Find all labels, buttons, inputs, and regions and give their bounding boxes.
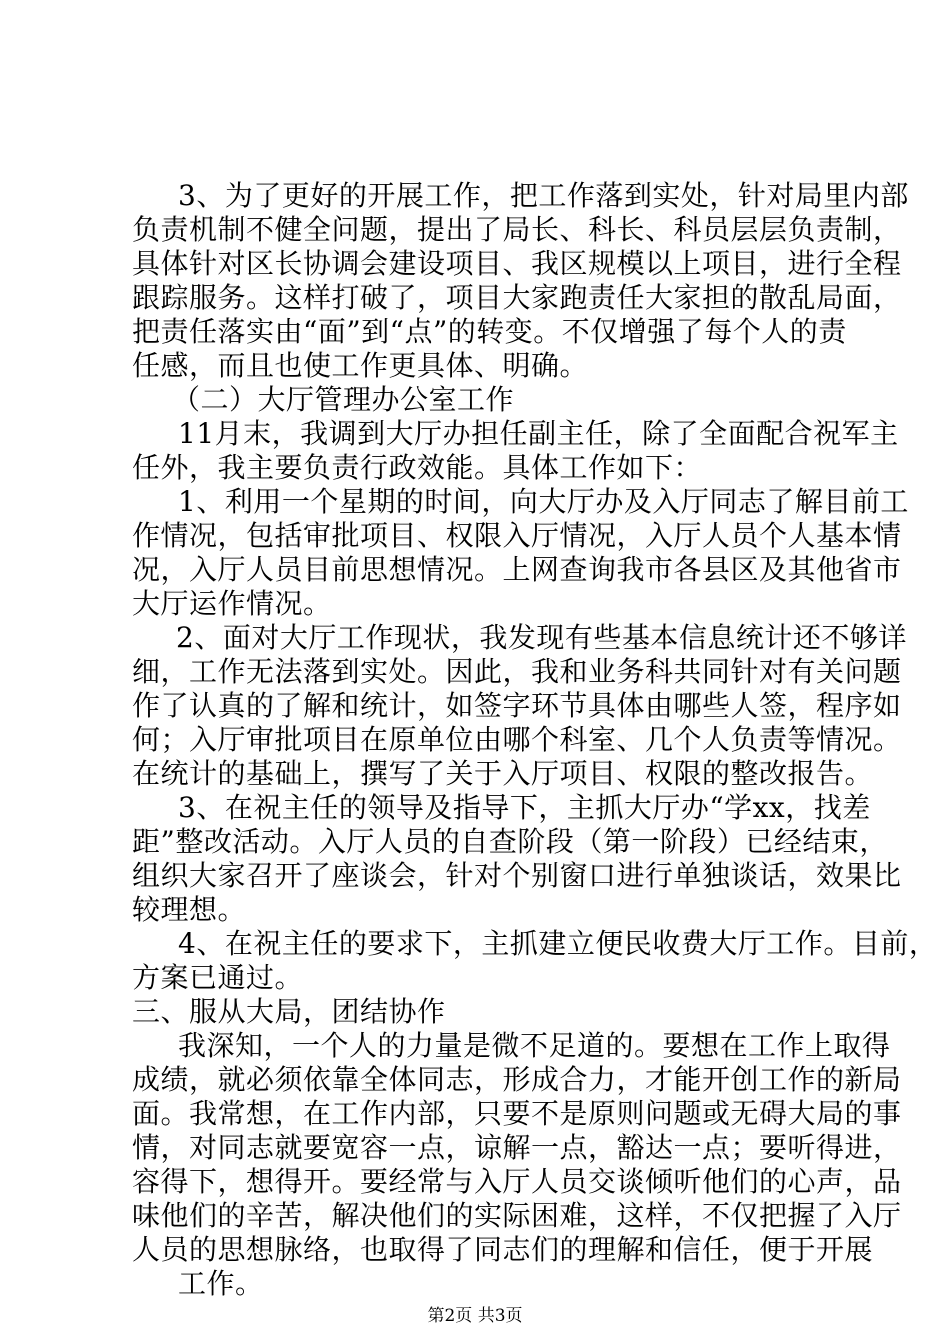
text-line: 1、利用一个星期的时间，向大厅办及入厅同志了解目前工 xyxy=(178,485,909,518)
text-line: 细，工作无法落到实处。因此，我和业务科共同针对有关问题 xyxy=(132,655,902,688)
text-line: 情，对同志就要宽容一点，谅解一点，豁达一点；要听得进， xyxy=(132,1131,902,1164)
text-line: 容得下，想得开。要经常与入厅人员交谈倾听他们的心声，品 xyxy=(132,1165,902,1198)
text-line: 况，入厅人员目前思想情况。上网查询我市各县区及其他省市 xyxy=(132,553,902,586)
text-line: 距”整改活动。入厅人员的自查阶段（第一阶段）已经结束， xyxy=(132,825,888,858)
text-line: 组织大家召开了座谈会，针对个别窗口进行单独谈话，效果比 xyxy=(132,859,902,892)
text-line: 工作。 xyxy=(178,1267,264,1300)
text-line: 3、在祝主任的领导及指导下，主抓大厅办“学xx，找差 xyxy=(178,791,871,824)
text-line: 作了认真的了解和统计，如签字环节具体由哪些人签，程序如 xyxy=(132,689,902,722)
text-line: 何；入厅审批项目在原单位由哪个科室、几个人负责等情况。 xyxy=(132,723,902,756)
text-line: 大厅运作情况。 xyxy=(132,587,332,620)
text-line: 面。我常想，在工作内部，只要不是原则问题或无碍大局的事 xyxy=(132,1097,902,1130)
text-line: 3、为了更好的开展工作，把工作落到实处，针对局里内部 xyxy=(178,179,909,212)
text-line: 人员的思想脉络，也取得了同志们的理解和信任，便于开展 xyxy=(132,1233,874,1266)
page-footer: 第2页 共3页 xyxy=(427,1306,523,1326)
text-line: 任感，而且也使工作更具体、明确。 xyxy=(132,349,589,382)
text-line: 在统计的基础上，撰写了关于入厅项目、权限的整改报告。 xyxy=(132,757,874,790)
text-line: 2、面对大厅工作现状，我发现有些基本信息统计还不够详 xyxy=(176,621,907,654)
text-line: 较理想。 xyxy=(132,893,247,926)
text-line: 作情况，包括审批项目、权限入厅情况，入厅人员个人基本情 xyxy=(132,519,902,552)
text-line: 把责任落实由“面”到“点”的转变。不仅增强了每个人的责 xyxy=(132,315,847,348)
text-line: 负责机制不健全问题，提出了局长、科长、科员层层负责制， xyxy=(132,213,902,246)
text-line: 任外，我主要负责行政效能。具体工作如下： xyxy=(132,451,703,484)
text-line: 我深知，一个人的力量是微不足道的。要想在工作上取得 xyxy=(178,1029,891,1062)
text-line: 具体针对区长协调会建设项目、我区规模以上项目，进行全程 xyxy=(132,247,902,280)
text-line: 跟踪服务。这样打破了，项目大家跑责任大家担的散乱局面， xyxy=(132,281,902,314)
text-line: 4、在祝主任的要求下，主抓建立便民收费大厅工作。目前， xyxy=(178,927,938,960)
text-line: 味他们的辛苦，解决他们的实际困难，这样，不仅把握了入厅 xyxy=(132,1199,902,1232)
text-line: 成绩，就必须依靠全体同志，形成合力，才能开创工作的新局 xyxy=(132,1063,902,1096)
section-heading: 三、服从大局，团结协作 xyxy=(132,995,446,1028)
text-line: 方案已通过。 xyxy=(132,961,304,994)
section-heading: （二）大厅管理办公室工作 xyxy=(172,383,515,416)
text-line: 11月末，我调到大厅办担任副主任，除了全面配合祝军主 xyxy=(178,417,899,450)
